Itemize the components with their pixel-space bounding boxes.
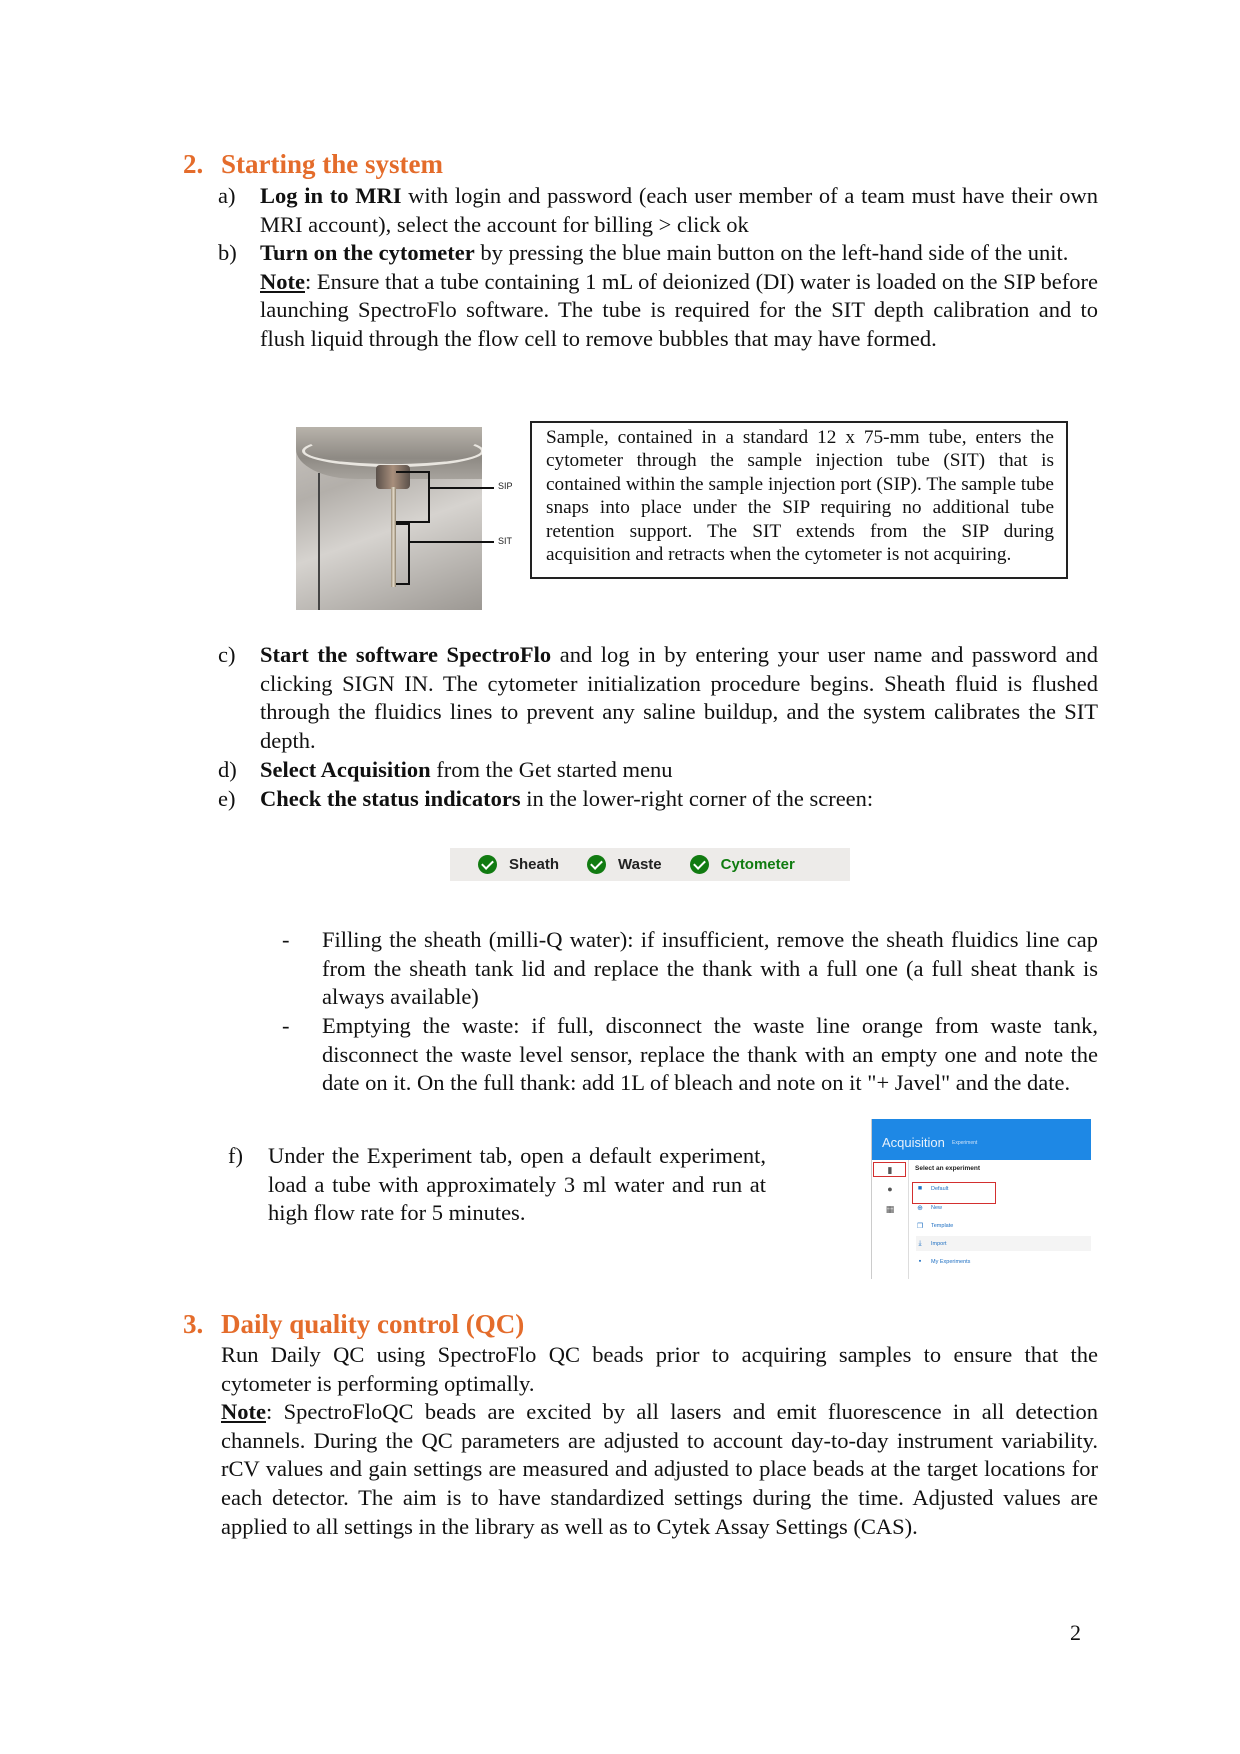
acquisition-header — [872, 1119, 1091, 1160]
check-circle-icon — [587, 855, 606, 874]
step-text: from the Get started menu — [430, 757, 673, 782]
step-f — [228, 1142, 766, 1228]
section-3-body — [221, 1341, 1098, 1541]
sip-leader-line — [428, 487, 494, 489]
acquisition-sidebar — [872, 1160, 909, 1279]
status-label: Sheath — [509, 856, 560, 873]
tube-icon[interactable]: ▮ — [887, 1165, 893, 1175]
status-label: Waste — [618, 856, 662, 873]
step-label: b) — [218, 240, 237, 265]
step-c — [218, 641, 1098, 755]
dots-icon[interactable]: ● — [887, 1184, 893, 1194]
option-label: My Experiments — [931, 1258, 971, 1265]
acquisition-screenshot — [871, 1119, 1091, 1279]
figure-caption-box — [530, 421, 1068, 579]
step-label: f) — [228, 1143, 243, 1168]
acquisition-subtitle: Experiment — [952, 1140, 978, 1146]
bullet-text: Filling the sheath (milli-Q water): if insufficient, remove the sheath fluidics line cap from the sheath tank lid and replace the thank with a full one (a full sheat thank is always available) — [322, 927, 1098, 1010]
step-title: Select Acquisition — [260, 757, 431, 782]
check-circle-icon — [478, 855, 497, 874]
step-a — [218, 182, 1098, 239]
step-b — [218, 239, 1098, 353]
step-text: in the lower-right corner of the screen: — [520, 786, 874, 811]
option-my-experiments[interactable] — [916, 1254, 1091, 1269]
option-label: Template — [931, 1222, 954, 1229]
plate-icon[interactable]: ▦ — [885, 1204, 895, 1214]
option-label: Import — [931, 1240, 947, 1247]
status-waste — [587, 855, 662, 874]
bullet-waste — [282, 1012, 1098, 1098]
sit-leader-line — [408, 541, 494, 543]
section-number: 3. — [183, 1309, 204, 1339]
sit-label: SIT — [498, 536, 513, 546]
step-label: d) — [218, 757, 237, 782]
section-number: 2. — [183, 149, 204, 179]
bullet-marker: - — [282, 927, 290, 952]
page-number: 2 — [1070, 1620, 1081, 1645]
status-label: Cytometer — [720, 856, 795, 873]
plus-circle-icon: ⊕ — [917, 1204, 923, 1212]
status-indicators-bar — [450, 848, 850, 881]
option-label: Default — [931, 1185, 949, 1192]
note-text: : SpectroFloQC beads are excited by all lasers and emit fluorescence in all detection channels. During the QC parameters are adjusted to account day-to-day instrument variability. rCV values and gain settings are measured and adjusted to place beads at the target locations for each detector. The aim is to have standardized settings during the time. Adjusted values are applied to all settings in the library as well as to Cytek Assay Settings (CAS). — [221, 1399, 1098, 1539]
step-label: c) — [218, 642, 236, 667]
step-text: Under the Experiment tab, open a default experiment, load a tube with approximately 3 ml water and run at high flow rate for 5 minutes. — [268, 1143, 766, 1226]
step-title: Check the status indicators — [260, 786, 521, 811]
sidebar-highlight-box — [873, 1162, 906, 1177]
folder-icon: ■ — [917, 1185, 923, 1192]
step-title: Turn on the cytometer — [260, 240, 475, 265]
step-label: a) — [218, 183, 236, 208]
step-text: and log in by entering your user name and password and clicking SIGN IN. The cytometer initialization procedure begins. Sheath fluid is flushed through the fluidics lines to prevent any saline buildup, and the system calibrates the SIT depth. — [260, 642, 1098, 753]
bullet-text: Emptying the waste: if full, disconnect the waste line orange from waste tank, disconnect the waste level sensor, replace the thank with an empty one and note the date on it. On the full thank: add 1L of bleach and note on it "+ Javel" and the date. — [322, 1013, 1098, 1096]
file-icon: ▪ — [918, 1258, 922, 1265]
check-circle-icon — [690, 855, 709, 874]
status-cytometer — [690, 855, 795, 874]
option-new[interactable] — [916, 1200, 1091, 1215]
bullet-sheath — [282, 926, 1098, 1012]
sip-sit-photo — [296, 427, 482, 610]
qc-intro: Run Daily QC using SpectroFlo QC beads prior to acquiring samples to ensure that the cytometer is performing optimally. — [221, 1342, 1098, 1396]
option-template[interactable] — [916, 1218, 1091, 1233]
status-sheath — [478, 855, 559, 874]
step-text: by pressing the blue main button on the left-hand side of the unit. — [474, 240, 1069, 265]
option-import[interactable] — [916, 1236, 1091, 1251]
step-label: e) — [218, 786, 236, 811]
acquisition-title: Acquisition — [882, 1135, 945, 1150]
step-title: Start the software SpectroFlo — [260, 642, 552, 667]
note-text: : Ensure that a tube containing 1 mL of deionized (DI) water is loaded on the SIP before launching SpectroFlo software. The tube is required for the SIT depth calibration and to flush liquid through the flow cell to remove bubbles that may have formed. — [260, 268, 1098, 351]
section-title: Starting the system — [221, 149, 443, 179]
download-icon: ⤓ — [918, 1239, 922, 1247]
select-experiment-heading: Select an experiment — [915, 1165, 981, 1172]
figure-caption: Sample, contained in a standard 12 x 75-mm tube, enters the cytometer through the sample injection tube (SIT) that is contained within the sample injection port (SIP). The sample tube snaps into place under the SIP requiring no additional tube retention support. The SIT extends from the SIP during acquisition and retracts when the cytometer is not acquiring. — [546, 427, 1054, 566]
step-text: with login and password (each user member of a team must have their own MRI account), select the account for billing > click ok — [260, 183, 1098, 237]
step-title: Log in to MRI — [260, 183, 402, 208]
sip-label: SIP — [498, 481, 513, 491]
note-label: Note — [260, 268, 305, 294]
note-label: Note — [221, 1399, 266, 1425]
option-label: New — [931, 1204, 943, 1211]
section-3-heading — [183, 1308, 524, 1340]
step-d — [218, 756, 1098, 785]
copy-icon: ❐ — [916, 1222, 924, 1230]
bullet-marker: - — [282, 1013, 290, 1038]
step-e — [218, 785, 1098, 814]
section-2-heading — [183, 148, 443, 180]
section-title: Daily quality control (QC) — [221, 1309, 525, 1339]
